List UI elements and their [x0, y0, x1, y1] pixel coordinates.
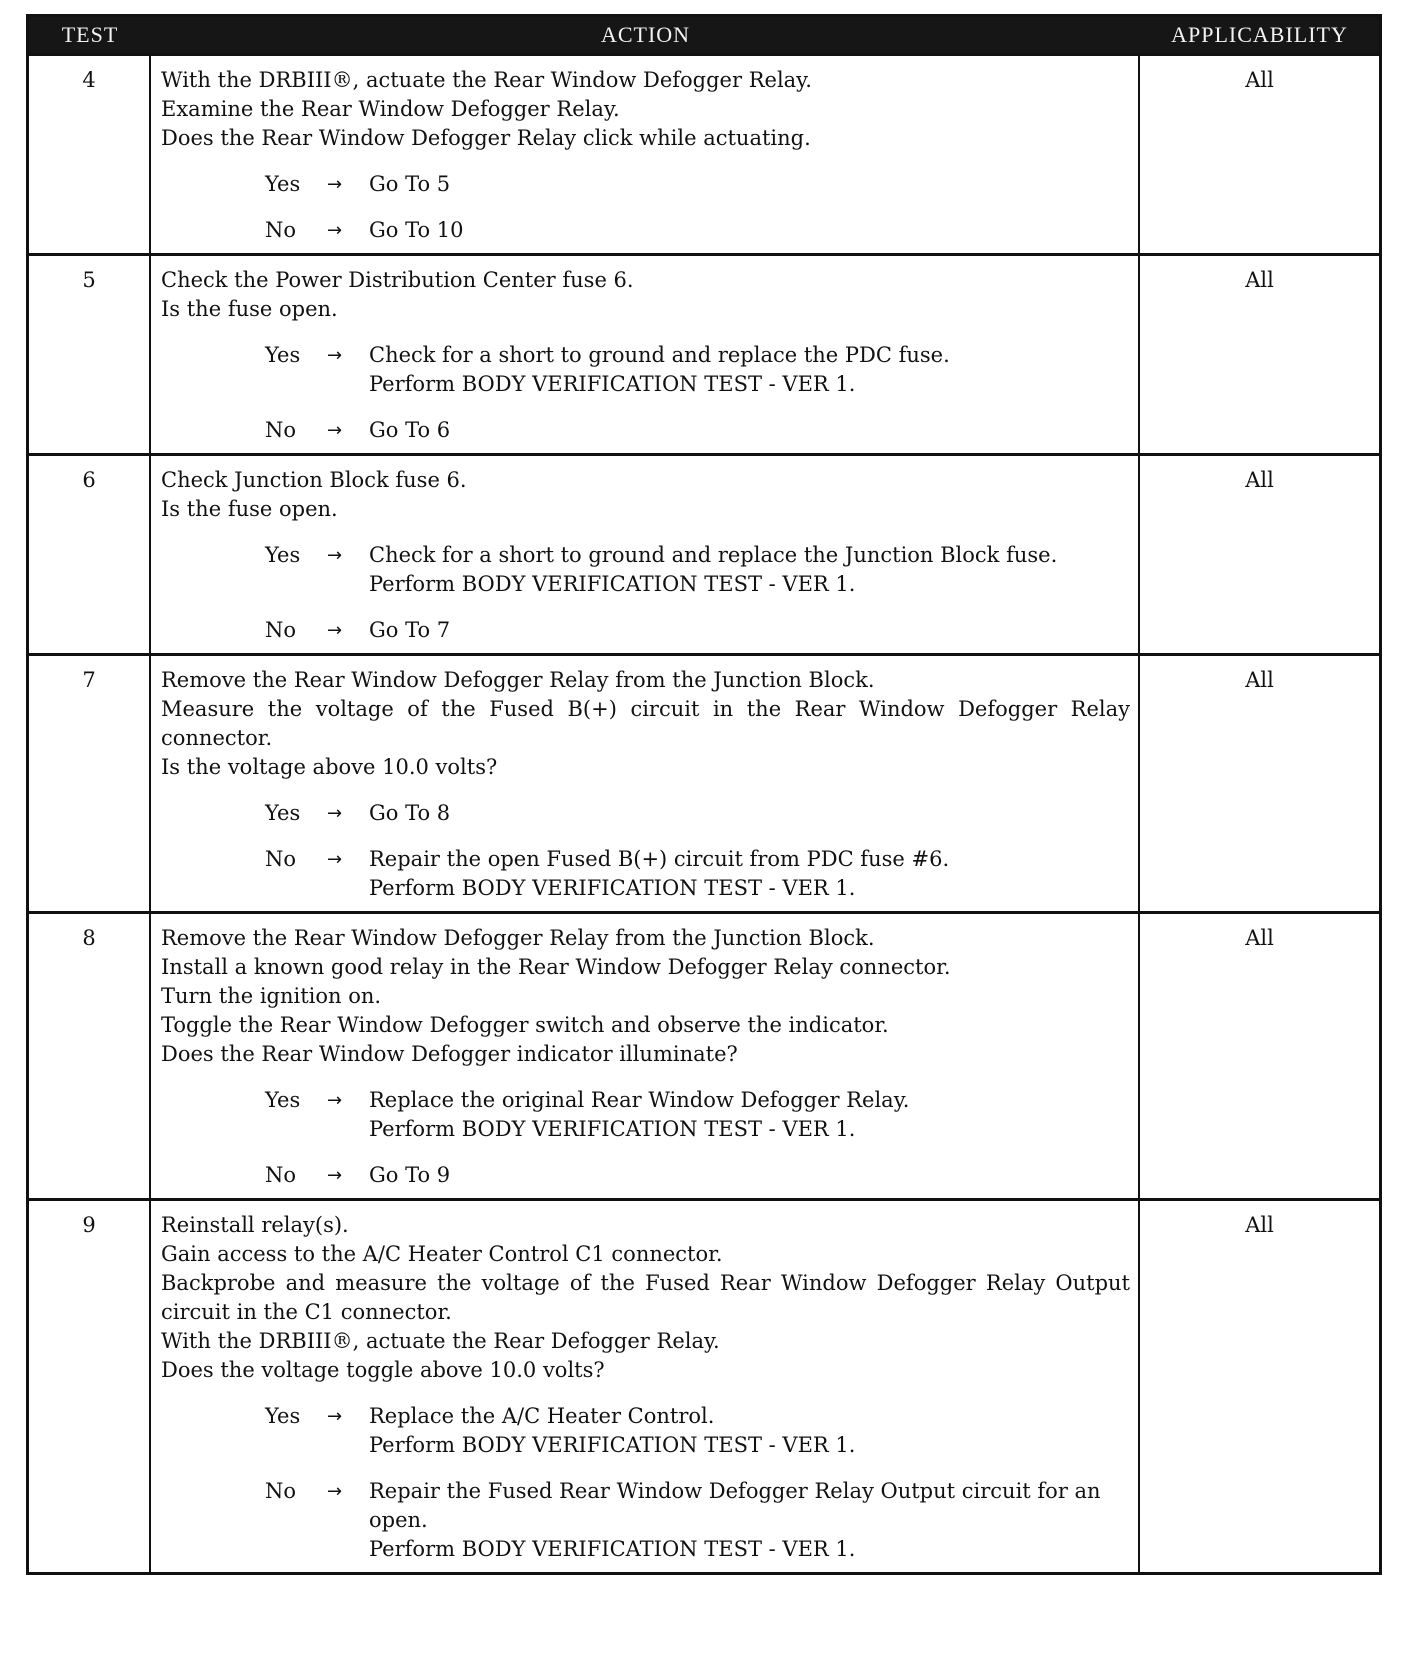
result-branch	[161, 616, 1130, 645]
result-answer: Yes	[265, 801, 301, 825]
action-step: Does the Rear Window Defogger indicator illuminate?	[161, 1042, 738, 1066]
right-arrow-icon: →	[327, 1090, 343, 1111]
action-step: Remove the Rear Window Defogger Relay from the Junction Block.	[161, 926, 875, 950]
right-arrow-icon: →	[327, 545, 343, 566]
result-instruction	[369, 799, 1130, 828]
instruction-line: Go To 5	[369, 172, 451, 196]
test-number: 4	[29, 56, 151, 253]
result-instruction	[369, 416, 1130, 445]
result-answer: No	[265, 418, 297, 442]
action-step: Is the fuse open.	[161, 297, 338, 321]
result-instruction	[369, 1086, 1130, 1144]
action-step: Check the Power Distribution Center fuse 6.	[161, 268, 634, 292]
result-answer: Yes	[265, 1088, 301, 1112]
result-instruction	[369, 541, 1130, 599]
applicability-cell: All	[1245, 468, 1274, 492]
result-instruction	[369, 341, 1130, 399]
action-cell	[151, 914, 1140, 1198]
result-instruction	[369, 616, 1130, 645]
instruction-line: Perform BODY VERIFICATION TEST - VER 1.	[369, 876, 856, 900]
table-row	[29, 253, 1379, 453]
right-arrow-icon: →	[327, 220, 343, 241]
result-branch	[161, 1477, 1130, 1564]
right-arrow-icon: →	[327, 620, 343, 641]
right-arrow-icon: →	[327, 174, 343, 195]
action-step: Turn the ignition on.	[161, 984, 382, 1008]
result-branch	[161, 170, 1130, 199]
instruction-line: Check for a short to ground and replace the PDC fuse.	[369, 343, 950, 367]
action-step: Does the voltage toggle above 10.0 volts?	[161, 1358, 605, 1382]
right-arrow-icon: →	[327, 345, 343, 366]
instruction-line: Perform BODY VERIFICATION TEST - VER 1.	[369, 1537, 856, 1561]
result-answer: No	[265, 618, 297, 642]
result-instruction	[369, 1402, 1130, 1460]
action-step: Reinstall relay(s).	[161, 1213, 349, 1237]
result-answer: No	[265, 218, 297, 242]
result-branch	[161, 1161, 1130, 1190]
action-step: Toggle the Rear Window Defogger switch and observe the indicator.	[161, 1013, 889, 1037]
action-cell	[151, 1201, 1140, 1572]
action-step: Is the fuse open.	[161, 497, 338, 521]
instruction-line: Perform BODY VERIFICATION TEST - VER 1.	[369, 1117, 856, 1141]
action-step: With the DRBIII®, actuate the Rear Window Defogger Relay.	[161, 68, 812, 92]
result-branch	[161, 541, 1130, 599]
instruction-line: Repair the Fused Rear Window Defogger Relay Output circuit for an open.	[369, 1479, 1101, 1532]
result-answer: Yes	[265, 343, 301, 367]
action-step: Backprobe and measure the voltage of the Fused Rear Window Defogger Relay Output circuit in the C1 connector.	[161, 1271, 1130, 1324]
right-arrow-icon: →	[327, 1406, 343, 1427]
result-branch	[161, 416, 1130, 445]
result-branch	[161, 216, 1130, 245]
table-body	[29, 53, 1379, 1572]
result-branch	[161, 845, 1130, 903]
instruction-line: Go To 8	[369, 801, 451, 825]
diagnostic-test-table	[26, 14, 1382, 1575]
test-number: 6	[29, 456, 151, 653]
right-arrow-icon: →	[327, 420, 343, 441]
instruction-line: Replace the A/C Heater Control.	[369, 1404, 715, 1428]
action-step: With the DRBIII®, actuate the Rear Defogger Relay.	[161, 1329, 720, 1353]
applicability-cell: All	[1245, 1213, 1274, 1237]
applicability-cell: All	[1245, 926, 1274, 950]
applicability-cell: All	[1245, 268, 1274, 292]
test-number: 7	[29, 656, 151, 911]
action-cell	[151, 456, 1140, 653]
right-arrow-icon: →	[327, 1165, 343, 1186]
instruction-line: Go To 7	[369, 618, 451, 642]
action-step: Examine the Rear Window Defogger Relay.	[161, 97, 620, 121]
action-step: Measure the voltage of the Fused B(+) circuit in the Rear Window Defogger Relay connector.	[161, 697, 1130, 750]
header-applicability: APPLICABILITY	[1171, 22, 1348, 47]
action-step: Check Junction Block fuse 6.	[161, 468, 467, 492]
result-answer: Yes	[265, 1404, 301, 1428]
result-instruction	[369, 845, 1130, 903]
action-step: Remove the Rear Window Defogger Relay from the Junction Block.	[161, 668, 875, 692]
result-instruction	[369, 1477, 1130, 1564]
test-number: 9	[29, 1201, 151, 1572]
instruction-line: Check for a short to ground and replace the Junction Block fuse.	[369, 543, 1058, 567]
applicability-cell: All	[1245, 668, 1274, 692]
table-row	[29, 1198, 1379, 1572]
table-row	[29, 911, 1379, 1198]
result-branch	[161, 799, 1130, 828]
action-cell	[151, 256, 1140, 453]
instruction-line: Replace the original Rear Window Defogger Relay.	[369, 1088, 910, 1112]
instruction-line: Go To 9	[369, 1163, 451, 1187]
action-step: Does the Rear Window Defogger Relay click while actuating.	[161, 126, 811, 150]
result-instruction	[369, 1161, 1130, 1190]
instruction-line: Go To 6	[369, 418, 451, 442]
right-arrow-icon: →	[327, 1481, 343, 1502]
result-branch	[161, 1086, 1130, 1144]
table-row	[29, 453, 1379, 653]
action-step: Install a known good relay in the Rear Window Defogger Relay connector.	[161, 955, 951, 979]
action-cell	[151, 56, 1140, 253]
result-branch	[161, 1402, 1130, 1460]
right-arrow-icon: →	[327, 803, 343, 824]
instruction-line: Perform BODY VERIFICATION TEST - VER 1.	[369, 1433, 856, 1457]
instruction-line: Perform BODY VERIFICATION TEST - VER 1.	[369, 572, 856, 596]
table-row	[29, 53, 1379, 253]
table-row	[29, 653, 1379, 911]
test-number: 5	[29, 256, 151, 453]
right-arrow-icon: →	[327, 849, 343, 870]
action-step: Gain access to the A/C Heater Control C1 connector.	[161, 1242, 723, 1266]
header-test: TEST	[61, 22, 119, 47]
test-number: 8	[29, 914, 151, 1198]
result-instruction	[369, 170, 1130, 199]
header-action: ACTION	[600, 22, 691, 47]
applicability-cell: All	[1245, 68, 1274, 92]
action-cell	[151, 656, 1140, 911]
table-header	[29, 17, 1379, 53]
instruction-line: Perform BODY VERIFICATION TEST - VER 1.	[369, 372, 856, 396]
result-answer: Yes	[265, 543, 301, 567]
instruction-line: Go To 10	[369, 218, 464, 242]
result-answer: No	[265, 847, 297, 871]
result-answer: No	[265, 1479, 297, 1503]
result-answer: No	[265, 1163, 297, 1187]
result-instruction	[369, 216, 1130, 245]
instruction-line: Repair the open Fused B(+) circuit from PDC fuse #6.	[369, 847, 950, 871]
result-branch	[161, 341, 1130, 399]
result-answer: Yes	[265, 172, 301, 196]
action-step: Is the voltage above 10.0 volts?	[161, 755, 498, 779]
